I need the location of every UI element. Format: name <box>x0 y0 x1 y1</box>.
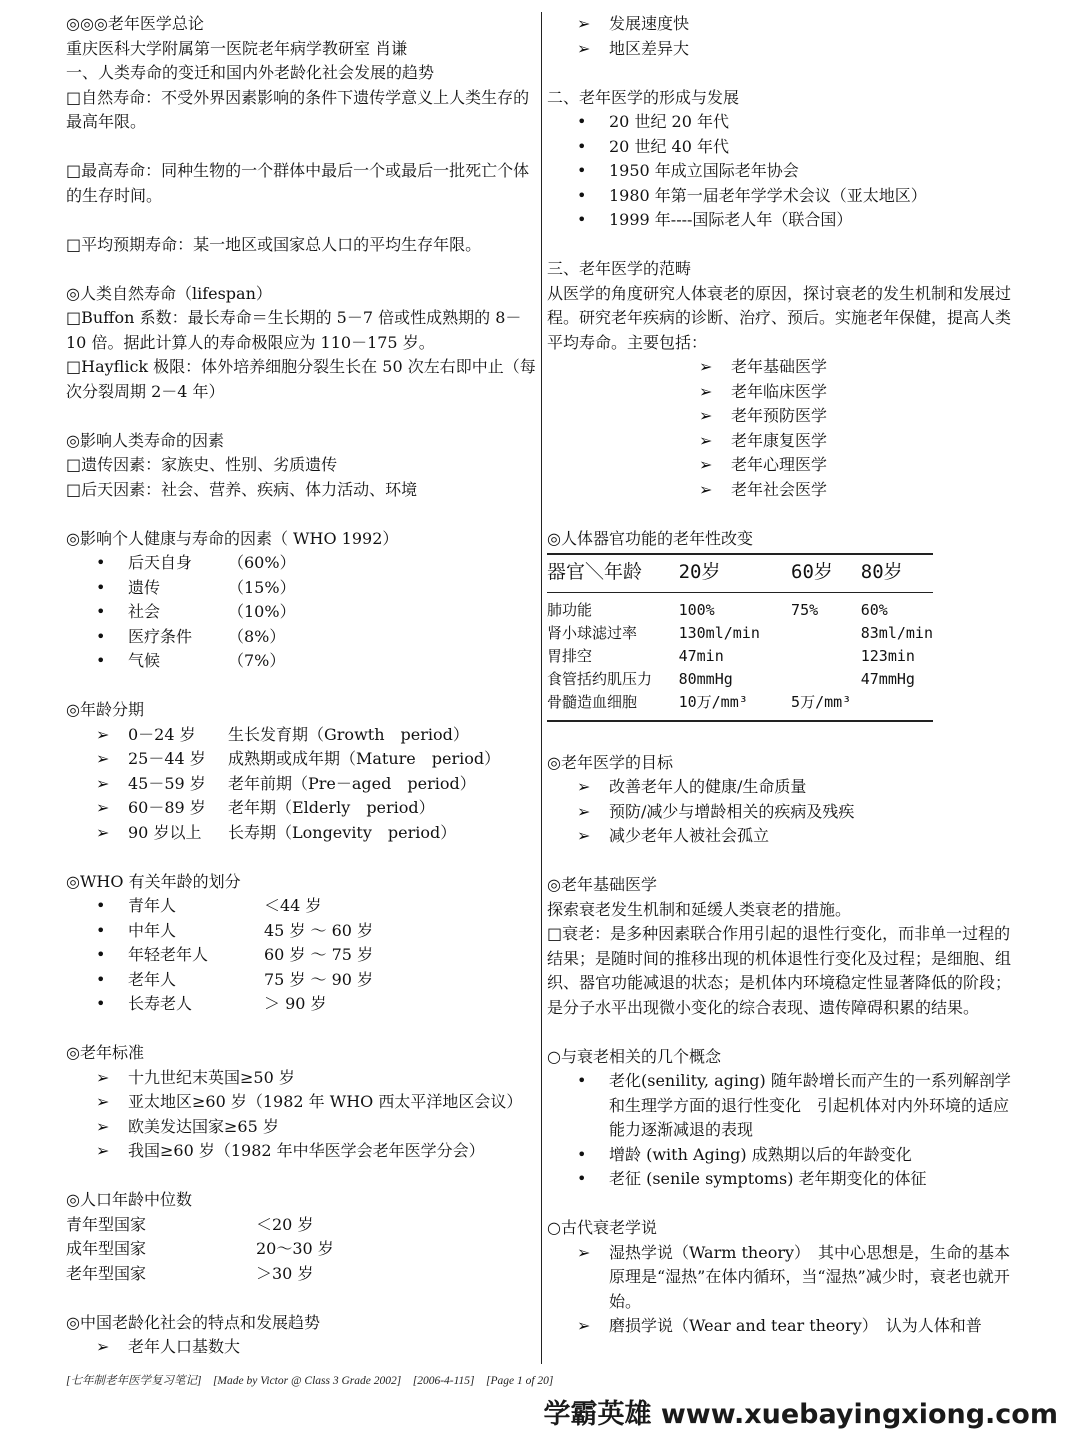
scope-list <box>547 355 1019 502</box>
list-item: ➢ 我国≥60 岁（1982 年中华医学会老年医学分会） <box>66 1139 538 1164</box>
basic-medicine-heading: ◎老年基础医学 <box>547 875 657 894</box>
history-list <box>547 110 1019 233</box>
page-footer: [七年制老年医学复习笔记] [Made by Victor @ Class 3 Grade 2002] [2006-4-115] [Page 1 of 20] <box>66 1375 554 1387</box>
bullet-icon: • <box>96 896 106 915</box>
list-item: ➢ 老年心理医学 <box>547 453 1019 478</box>
bullet-icon: • <box>577 112 587 131</box>
max-lifespan-definition: □最高寿命：同种生物的一个群体中最后一个或最后一批死亡个体的生存时间。 <box>66 161 530 205</box>
list-item: ➢ 老年预防医学 <box>547 404 1019 429</box>
table-cell: 5万/mm³ <box>791 693 852 711</box>
factors-heading: ◎影响人类寿命的因素 <box>66 430 224 450</box>
table-header: 器官＼年龄 <box>547 554 679 593</box>
bullet-icon: • <box>577 185 587 205</box>
table-cell <box>861 691 933 721</box>
arrow-icon: ➢ <box>96 1116 110 1136</box>
list-item: • 老化(senility, aging) 随年龄增长而产生的一系列解剖学和生理学方面的退行性变化 引起机体对内外环境的适应能力逐渐减退的表现 <box>547 1069 1019 1143</box>
arrow-icon: ➢ <box>699 406 713 425</box>
list-item: • 气候 （7%） <box>66 649 538 674</box>
table-header: 60岁 <box>791 554 861 593</box>
list-item: ➢ 90 岁以上 长寿期（Longevity period） <box>66 821 538 846</box>
arrow-icon: ➢ <box>577 801 591 821</box>
list-item: • 老年人 75 岁 ～ 90 岁 <box>66 968 538 993</box>
lifespan-heading: ◎人类自然寿命（lifespan） <box>66 283 272 303</box>
china-aging-heading: ◎中国老龄化社会的特点和发展趋势 <box>66 1312 320 1332</box>
table-cell <box>791 645 861 668</box>
table-cell <box>791 622 861 645</box>
arrow-icon: ➢ <box>96 1141 110 1160</box>
natural-lifespan-definition: □自然寿命：不受外界因素影响的条件下遗传学意义上人类生存的最高年限。 <box>66 87 530 131</box>
table-cell: 10万/mm³ <box>678 693 748 711</box>
list-item: • 1950 年成立国际老年协会 <box>547 159 1019 184</box>
elderly-standard-heading: ◎老年标准 <box>66 1043 144 1062</box>
section-1-heading: 一、人类寿命的变迁和国内外老龄化社会发展的趋势 <box>66 63 435 82</box>
avg-lifespan-definition: □平均预期寿命：某一地区或国家总人口的平均生存年限。 <box>66 234 482 254</box>
bullet-icon: • <box>96 577 106 597</box>
arrow-icon: ➢ <box>577 777 591 796</box>
bullet-icon: • <box>577 161 587 180</box>
table-row <box>547 691 933 721</box>
goals-list <box>547 775 1019 849</box>
bullet-icon: • <box>96 553 106 572</box>
arrow-icon: ➢ <box>96 1092 110 1111</box>
arrow-icon: ➢ <box>577 14 591 33</box>
organ-change-heading: ◎人体器官功能的老年性改变 <box>547 528 753 548</box>
bullet-icon: • <box>96 969 106 989</box>
bullet-icon: • <box>577 210 587 229</box>
table-cell: 47min <box>678 647 724 665</box>
table-cell: 骨髓造血细胞 <box>547 693 638 711</box>
list-item: • 遗传 （15%） <box>66 576 538 601</box>
list-item: • 20 世纪 40 年代 <box>547 135 1019 160</box>
age-stages-list <box>66 723 538 846</box>
list-item: • 中年人 45 岁 ～ 60 岁 <box>66 919 538 944</box>
basic-medicine-intro: 探索衰老发生机制和延缓人类衰老的措施。 <box>547 899 852 919</box>
median-age-heading: ◎人口年龄中位数 <box>66 1190 192 1209</box>
median-age-list <box>66 1213 538 1287</box>
list-item: ➢ 磨损学说（Wear and tear theory） 认为人体和普 <box>547 1314 1019 1339</box>
list-item: ➢ 老年基础医学 <box>547 355 1019 380</box>
list-item: ➢ 25－44 岁 成熟期或成年期（Mature period） <box>66 747 538 772</box>
table-row <box>547 645 933 668</box>
table-row <box>547 622 933 645</box>
table-row <box>547 668 933 691</box>
list-item: ➢ 十九世纪末英国≥50 岁 <box>66 1066 538 1091</box>
list-item: • 老征 (senile symptoms) 老年期变化的体征 <box>547 1167 1019 1192</box>
organ-function-table <box>547 553 933 722</box>
table-cell <box>791 668 861 691</box>
bullet-icon: • <box>96 920 106 940</box>
bullet-icon: • <box>577 1144 587 1164</box>
list-item: ➢ 45－59 岁 老年前期（Pre－aged period） <box>66 772 538 797</box>
arrow-icon: ➢ <box>96 798 110 817</box>
table-cell: 75% <box>791 601 819 619</box>
list-item: ➢ 老年人口基数大 <box>66 1335 538 1360</box>
list-item: ➢ 60－89 岁 老年期（Elderly period） <box>66 796 538 821</box>
list-item: • 青年人 ＜44 岁 <box>66 894 538 919</box>
table-cell: 肾小球滤过率 <box>547 624 638 642</box>
bullet-icon: • <box>577 1071 587 1090</box>
table-cell: 食管括约肌压力 <box>547 670 653 688</box>
arrow-icon: ➢ <box>577 826 591 845</box>
bullet-icon: • <box>96 651 106 670</box>
list-item: • 社会 （10%） <box>66 600 538 625</box>
list-item: ➢ 地区差异大 <box>547 37 1019 62</box>
section-2-heading: 二、老年医学的形成与发展 <box>547 87 740 107</box>
arrow-icon: ➢ <box>96 749 110 768</box>
list-item: ➢ 欧美发达国家≥65 岁 <box>66 1115 538 1140</box>
table-cell: 肺功能 <box>547 601 593 619</box>
list-item: 老年型国家 ＞30 岁 <box>66 1263 314 1283</box>
bullet-icon: • <box>96 945 106 964</box>
arrow-icon: ➢ <box>577 1242 591 1262</box>
concepts-list <box>547 1069 1019 1192</box>
table-cell: 80mmHg <box>678 670 733 688</box>
arrow-icon: ➢ <box>699 381 713 401</box>
arrow-icon: ➢ <box>577 1316 591 1335</box>
arrow-icon: ➢ <box>96 1067 110 1087</box>
bullet-icon: • <box>96 994 106 1013</box>
scope-text: 从医学的角度研究人体衰老的原因，探讨衰老的发生机制和发展过程。研究老年疾病的诊断、治疗、预后。实施老年保健，提高人类平均寿命。主要包括： <box>547 283 1012 352</box>
list-item: • 1999 年----国际老人年（联合国） <box>547 208 1019 233</box>
table-cell: 60% <box>860 601 888 619</box>
who-age-list <box>66 894 538 1017</box>
arrow-icon: ➢ <box>96 773 110 793</box>
bullet-icon: • <box>577 1169 587 1188</box>
left-column <box>66 12 538 1360</box>
ancient-theories-heading: ○古代衰老学说 <box>547 1218 657 1237</box>
section-3-heading: 三、老年医学的范畴 <box>547 259 692 278</box>
list-item: • 增龄 (with Aging) 成熟期以后的年龄变化 <box>547 1143 1019 1168</box>
list-item: ➢ 老年临床医学 <box>547 380 1019 405</box>
arrow-icon: ➢ <box>96 1337 110 1356</box>
who-age-heading: ◎WHO 有关年龄的划分 <box>66 871 241 891</box>
table-cell: 130ml/min <box>678 624 760 642</box>
arrow-icon: ➢ <box>577 38 591 58</box>
list-item: ➢ 发展速度快 <box>547 12 1019 37</box>
list-item: ➢ 减少老年人被社会孤立 <box>547 824 1019 849</box>
goals-heading: ◎老年医学的目标 <box>547 752 673 772</box>
list-item: ➢ 老年社会医学 <box>547 478 1019 503</box>
factor-acquired: □后天因素：社会、营养、疾病、体力活动、环境 <box>66 479 418 499</box>
table-cell: 47mmHg <box>860 670 915 688</box>
ancient-theories-list <box>547 1241 1019 1339</box>
arrow-icon: ➢ <box>699 430 713 450</box>
buffon-coefficient: □Buffon 系数：最长寿命＝生长期的 5－7 倍或性成熟期的 8－10 倍。据此计算人的寿命极限应为 110－175 岁。 <box>66 308 522 352</box>
site-watermark: 学霸英雄 www.xuebayingxiong.com <box>543 1399 1058 1430</box>
table-header: 80岁 <box>861 554 933 593</box>
list-item: • 1980 年第一届老年学学术会议（亚太地区） <box>547 184 1019 209</box>
concepts-heading: ○与衰老相关的几个概念 <box>547 1046 721 1066</box>
author-line: 重庆医科大学附属第一医院老年病学教研室 肖谦 <box>66 38 408 58</box>
list-item: ➢ 老年康复医学 <box>547 429 1019 454</box>
table-cell: 123min <box>860 647 915 665</box>
who-factors-heading: ◎影响个人健康与寿命的因素（ WHO 1992） <box>66 528 399 548</box>
list-item: • 年轻老年人 60 岁 ～ 75 岁 <box>66 943 538 968</box>
table-cell: 胃排空 <box>547 647 593 665</box>
table-header: 20岁 <box>679 554 791 593</box>
arrow-icon: ➢ <box>96 724 110 744</box>
list-item: • 长寿老人 ＞ 90 岁 <box>66 992 538 1017</box>
table-row <box>547 593 933 623</box>
elderly-standard-list <box>66 1066 538 1164</box>
table-header-row <box>547 554 933 593</box>
list-item: 成年型国家 20～30 岁 <box>66 1239 334 1258</box>
arrow-icon: ➢ <box>699 479 713 499</box>
column-divider <box>541 12 542 1364</box>
who-factors-list <box>66 551 538 674</box>
table-cell: 100% <box>678 601 715 619</box>
bullet-icon: • <box>577 136 587 156</box>
hayflick-limit: □Hayflick 极限：体外培养细胞分裂生长在 50 次左右即中止（每次分裂周期 2－4 年） <box>66 357 536 401</box>
list-item: • 医疗条件 （8%） <box>66 625 538 650</box>
table-cell: 83ml/min <box>860 624 933 642</box>
bullet-icon: • <box>96 626 106 646</box>
list-item: 青年型国家 ＜20 岁 <box>66 1214 314 1234</box>
list-item: ➢ 湿热学说（Warm theory） 其中心思想是，生命的基本原理是“湿热”在体内循环，当“湿热”减少时，衰老也就开始。 <box>547 1241 1019 1315</box>
factor-genetic: □遗传因素：家族史、性别、劣质遗传 <box>66 455 338 474</box>
age-stages-heading: ◎年龄分期 <box>66 700 144 719</box>
aging-definition: □衰老：是多种因素联合作用引起的退性行变化，而非单一过程的结果；是随时间的推移出现的机体退性行变化及过程；是细胞、组织、器官功能减退的状态；是机体内环境稳定性显著降低的阶段；是分子水平出现微小变化的综合表现、遗传障碍积累的结果。 <box>547 924 1012 1017</box>
list-item: ➢ 0－24 岁 生长发育期（Growth period） <box>66 723 538 748</box>
bullet-icon: • <box>96 602 106 621</box>
list-item: ➢ 改善老年人的健康/生命质量 <box>547 775 1019 800</box>
list-item: • 20 世纪 20 年代 <box>547 110 1019 135</box>
list-item: ➢ 预防/减少与增龄相关的疾病及残疾 <box>547 800 1019 825</box>
arrow-icon: ➢ <box>699 455 713 474</box>
arrow-icon: ➢ <box>699 357 713 376</box>
arrow-icon: ➢ <box>96 822 110 842</box>
document-title: ◎◎◎老年医学总论 <box>66 14 204 33</box>
list-item: • 后天自身 （60%） <box>66 551 538 576</box>
list-item: ➢ 亚太地区≥60 岁（1982 年 WHO 西太平洋地区会议） <box>66 1090 538 1115</box>
right-column <box>547 12 1019 1339</box>
